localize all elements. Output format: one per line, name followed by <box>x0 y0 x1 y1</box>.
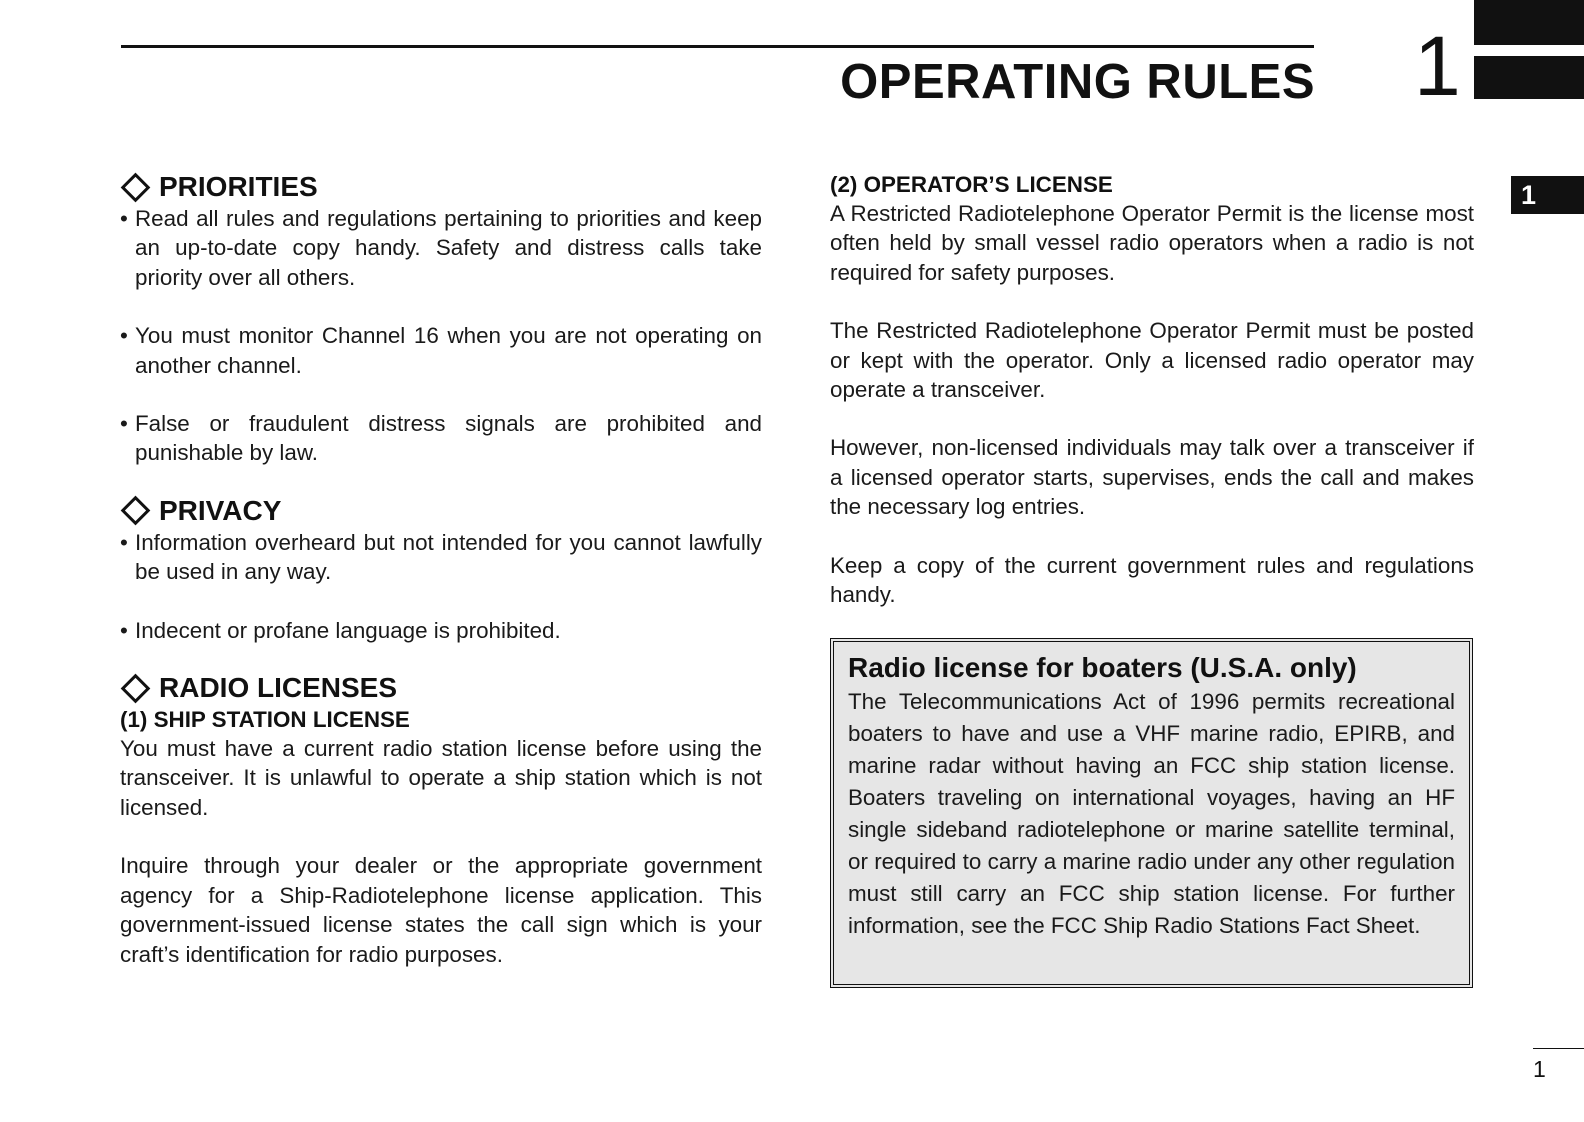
header-rule <box>121 45 1314 48</box>
bullet-dot-icon: • <box>120 411 128 437</box>
chapter-tab-block-top <box>1474 0 1584 45</box>
page-title: OPERATING RULES <box>840 55 1315 109</box>
diamond-icon <box>121 673 151 703</box>
list-item-text: You must monitor Channel 16 when you are not operating on another channel. <box>135 323 762 378</box>
list-item <box>120 321 762 380</box>
chapter-number: 1 <box>1414 19 1461 113</box>
footer-rule <box>1533 1048 1584 1049</box>
page-number: 1 <box>1533 1056 1546 1082</box>
list-item-text: Read all rules and regulations pertaining to priorities and keep an up-to-date copy handy. Safety and distress calls take priority over all others. <box>135 206 762 290</box>
list-item <box>120 204 762 292</box>
bullet-dot-icon: • <box>120 323 128 349</box>
section-heading-radio-licenses <box>120 671 762 705</box>
section-heading-label: PRIORITIES <box>159 171 318 202</box>
side-chapter-tab: 1 <box>1511 176 1584 214</box>
paragraph: The Restricted Radiotelephone Operator Permit must be posted or kept with the operator. Only a licensed radio operator may operate a transceiver. <box>830 318 1474 403</box>
paragraph: Inquire through your dealer or the appropriate government agency for a Ship-Radiotelephone license application. This government-issued license states the call sign which is your craft’s identification for radio purposes. <box>120 853 762 967</box>
notice-box <box>830 638 1473 988</box>
left-column <box>120 170 762 969</box>
bullet-dot-icon: • <box>120 206 128 231</box>
bullet-dot-icon: • <box>120 529 128 555</box>
list-item-text: Information overheard but not intended for you cannot lawfully be used in any way. <box>135 529 762 585</box>
section-heading-label: PRIVACY <box>159 494 282 526</box>
section-heading-privacy <box>120 494 762 528</box>
paragraph: You must have a current radio station license before using the transceiver. It is unlawful to operate a ship station which is not licensed. <box>120 736 762 820</box>
diamond-icon <box>121 172 151 202</box>
right-column <box>830 170 1474 609</box>
section-heading-label: RADIO LICENSES <box>159 672 398 704</box>
list-item-text: False or fraudulent distress signals are prohibited and punishable by law. <box>135 411 762 466</box>
paragraph: A Restricted Radiotelephone Operator Permit is the license most often held by small vessel radio operators when a radio is not required for safety purposes. <box>830 201 1474 285</box>
list-item-text: Indecent or profane language is prohibited. <box>135 617 561 643</box>
section-heading-priorities <box>120 170 762 204</box>
notice-body: The Telecommunications Act of 1996 permits recreational boaters to have and use a VHF marine radio, EPIRB, and marine radar without having an FCC ship station license. Boaters traveling on international voyages, having an HF single sideband radiotelephone or marine satellite terminal, or required to carry a marine radio under any other regulation must still carry an FCC ship station license. For further information, see the FCC Ship Radio Stations Fact Sheet. <box>848 689 1455 938</box>
diamond-icon <box>121 496 151 526</box>
subheading-operators-license: (2) OPERATOR’S LICENSE <box>830 172 1113 197</box>
bullet-dot-icon: • <box>120 617 128 643</box>
chapter-tab-block-bottom <box>1474 56 1584 99</box>
subheading-ship-station-license: (1) SHIP STATION LICENSE <box>120 707 410 733</box>
list-item <box>120 528 762 587</box>
paragraph: Keep a copy of the current government rules and regulations handy. <box>830 552 1474 608</box>
paragraph: However, non-licensed individuals may talk over a transceiver if a licensed operator starts, supervises, ends the call and makes the necessary log entries. <box>830 435 1474 520</box>
list-item <box>120 616 762 645</box>
notice-title: Radio license for boaters (U.S.A. only) <box>848 652 1357 683</box>
list-item <box>120 409 762 468</box>
